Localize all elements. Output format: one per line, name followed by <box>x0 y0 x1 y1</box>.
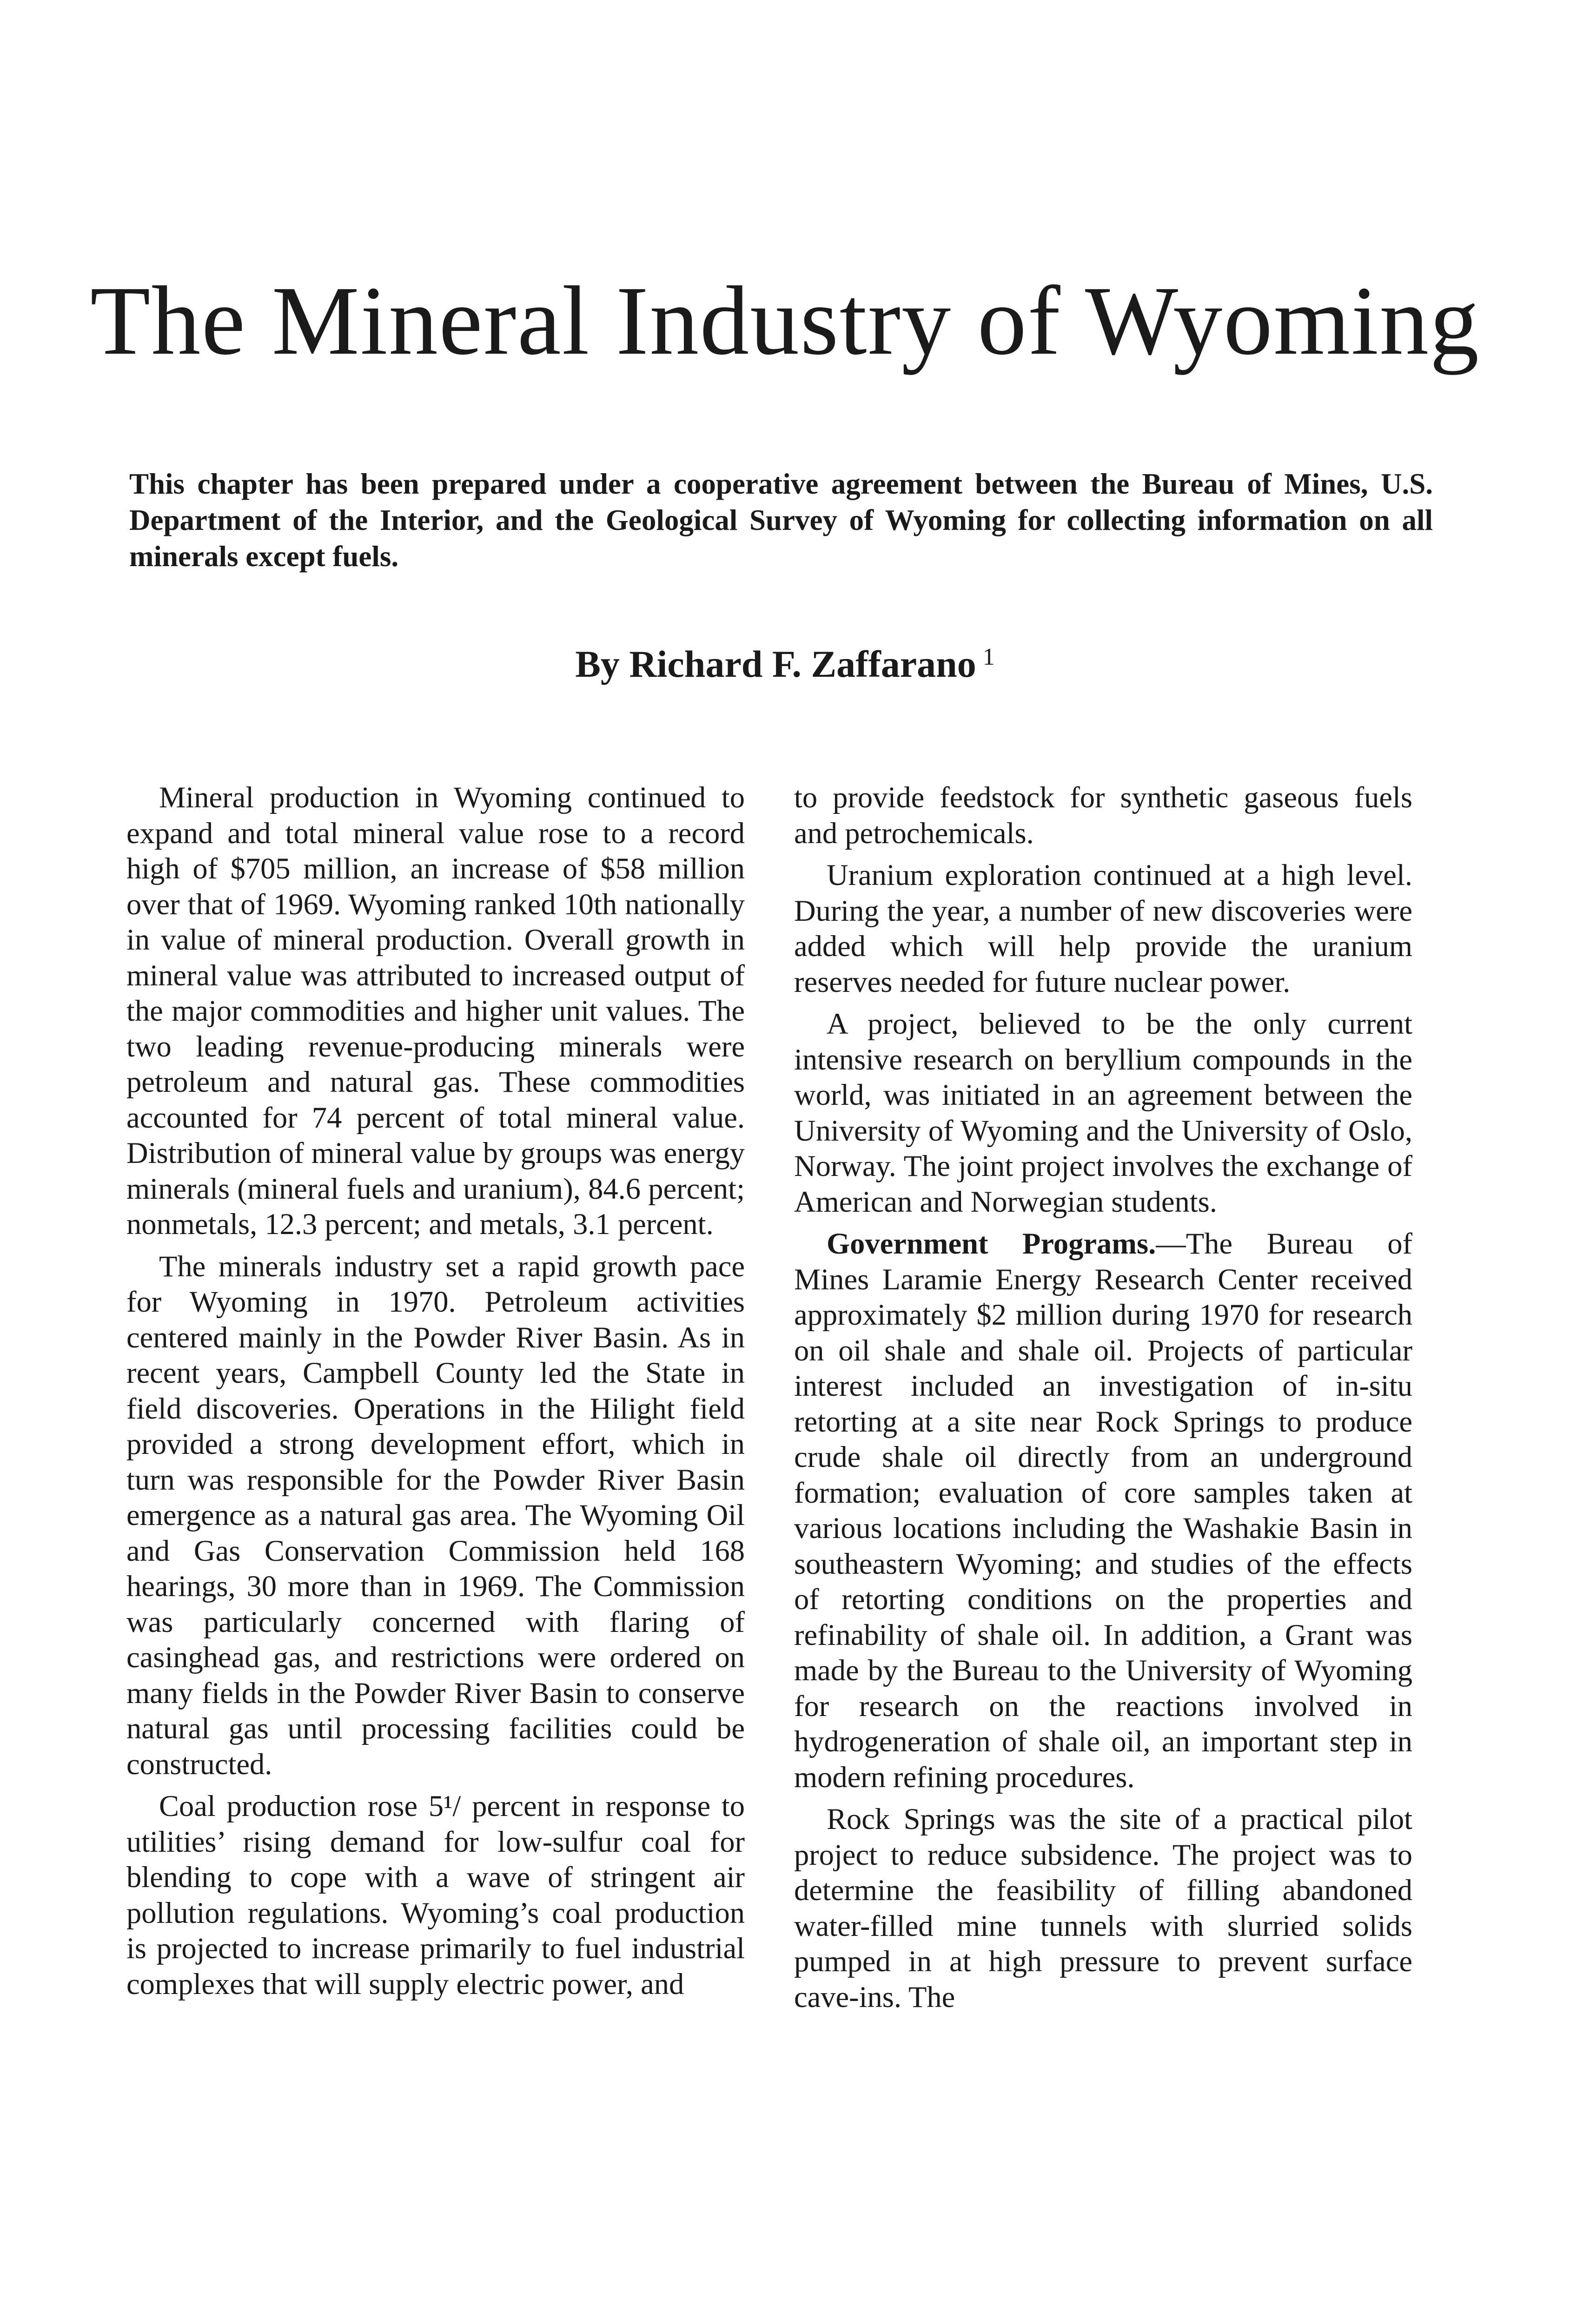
paragraph-government-programs <box>794 1226 1412 1795</box>
left-column <box>126 780 745 2008</box>
author-byline <box>0 634 1570 687</box>
paragraph-rock-springs: Rock Springs was the site of a practical pilot project to reduce subsidence. The project was to determine the feasibility of filling abandoned water-filled mine tunnels with slurried solids pumped in at high pressure to prevent surface cave-ins. The <box>794 1802 1412 2014</box>
paragraph-beryllium-project: A project, believed to be the only current intensive research on beryllium compounds in the world, was initiated in an agreement between the University of Wyoming and the University of Oslo, Norway. The joint project involves the exchange of American and Norwegian students. <box>794 1007 1412 1218</box>
government-programs-heading: Government Programs. <box>827 1227 1156 1260</box>
right-column <box>794 780 1412 2021</box>
chapter-title: The Mineral Industry of Wyoming <box>90 266 1480 375</box>
paragraph-feedstock-continuation: to provide feedstock for synthetic gaseous fuels and petrochemicals. <box>794 781 1412 850</box>
paragraph-uranium-exploration: Uranium exploration continued at a high level. During the year, a number of new discoveries were added which will help provide the uranium reserves needed for future nuclear power. <box>794 858 1412 998</box>
paragraph-growth-pace: The minerals industry set a rapid growth pace for Wyoming in 1970. Petroleum activities centered mainly in the Powder River Basin. As in recent years, Campbell County led the State in field discoveries. Operations in the Hilight field provided a strong development effort, which in turn was responsible for the Powder River Basin emergence as a natural gas area. The Wyoming Oil and Gas Conservation Commission held 168 hearings, 30 more than in 1969. The Commission was particularly concerned with flaring of casinghead gas, and restrictions were ordered on many fields in the Powder River Basin to conserve natural gas until processing facilities could be constructed. <box>126 1249 745 1781</box>
paragraph-coal-production: Coal production rose 5¹/ percent in response to utilities’ rising demand for low-sulfur coal for blending to cope with a wave of stringent air pollution regulations. Wyoming’s coal production is projected to increase primarily to fuel industrial complexes that will supply electric power, and <box>126 1789 745 2000</box>
government-programs-text: —The Bureau of Mines Laramie Energy Research Center received approximately $2 million during 1970 for research on oil shale and shale oil. Projects of particular interest included an investigation of in-situ retorting at a site near Rock Springs to produce crude shale oil directly from an underground formation; evaluation of core samples taken at various locations including the Washakie Basin in southeastern Wyoming; and studies of the effects of retorting conditions on the properties and refinability of shale oil. In addition, a Grant was made by the Bureau to the University of Wyoming for research on the reactions involved in hydrogeneration of shale oil, an important step in modern refining procedures. <box>794 1227 1413 1794</box>
byline-footnote-mark: 1 <box>982 644 995 670</box>
paragraph-production-summary: Mineral production in Wyoming continued to expand and total mineral value rose to a record high of $705 million, an increase of $58 million over that of 1969. Wyoming ranked 10th nationally in value of mineral production. Overall growth in mineral value was attributed to increased output of the major commodities and higher unit values. The two leading revenue-producing minerals were petroleum and natural gas. These commodities accounted for 74 percent of total mineral value. Distribution of mineral value by groups was energy minerals (mineral fuels and uranium), 84.6 percent; nonmetals, 12.3 percent; and metals, 3.1 percent. <box>126 781 745 1241</box>
author-name: By Richard F. Zaffarano <box>575 643 976 685</box>
chapter-intro: This chapter has been prepared under a cooperative agreement between the Bureau of Mines, U.S. Department of the Interior, and the Geological Survey of Wyoming for collecting information on all minerals except fuels. <box>129 468 1433 573</box>
